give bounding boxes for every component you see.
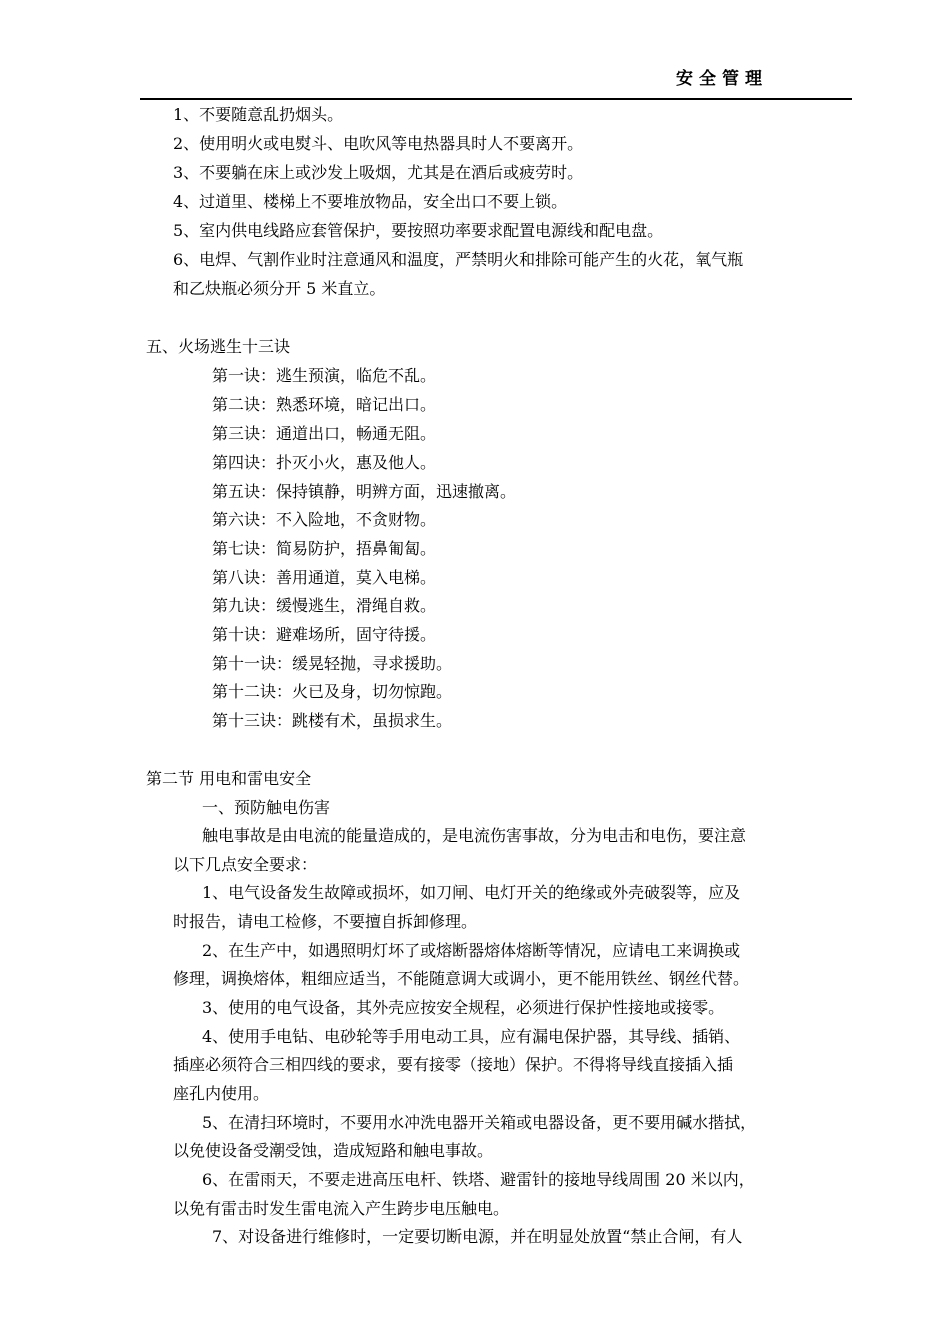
section-title: 第二节 用电和雷电安全 [146, 769, 312, 788]
list-item: 7、对设备进行维修时，一定要切断电源，并在明显处放置“禁止合闸，有人 [212, 1227, 743, 1246]
list-item: 4、使用手电钻、电砂轮等手用电动工具，应有漏电保护器，其导线、插销、 [202, 1027, 741, 1046]
list-item: 1、不要随意乱扔烟头。 [173, 105, 344, 124]
paragraph-line: 触电事故是由电流的能量造成的，是电流伤害事故，分为电击和电伤，要注意 [202, 826, 747, 845]
list-item: 5、在清扫环境时，不要用水冲洗电器开关箱或电器设备，更不要用碱水揩拭， [202, 1113, 757, 1132]
list-item: 第十二诀：火已及身，切勿惊跑。 [212, 682, 453, 701]
list-item-continuation: 修理，调换熔体，粗细应适当，不能随意调大或调小，更不能用铁丝、钢丝代替。 [173, 969, 750, 988]
list-item-continuation: 座孔内使用。 [173, 1084, 270, 1103]
list-item: 第四诀：扑灭小火，惠及他人。 [212, 453, 437, 472]
list-item: 3、使用的电气设备，其外壳应按安全规程，必须进行保护性接地或接零。 [202, 998, 725, 1017]
list-item: 第二诀：熟悉环境，暗记出口。 [212, 395, 437, 414]
list-item: 第一诀：逃生预演，临危不乱。 [212, 366, 437, 385]
header-title: 安全管理 [676, 69, 768, 89]
list-item: 2、在生产中，如遇照明灯坏了或熔断器熔体熔断等情况，应请电工来调换或 [202, 941, 741, 960]
list-item: 5、室内供电线路应套管保护，要按照功率要求配置电源线和配电盘。 [173, 221, 664, 240]
list-item-continuation: 以免有雷击时发生雷电流入产生跨步电压触电。 [173, 1199, 510, 1218]
list-item: 第七诀：简易防护，捂鼻匍匐。 [212, 539, 437, 558]
list-item: 第五诀：保持镇静，明辨方面，迅速撤离。 [212, 482, 517, 501]
list-item: 3、不要躺在床上或沙发上吸烟，尤其是在酒后或疲劳时。 [173, 163, 584, 182]
list-item: 第六诀：不入险地，不贪财物。 [212, 510, 437, 529]
list-item: 4、过道里、楼梯上不要堆放物品，安全出口不要上锁。 [173, 192, 568, 211]
list-item: 第十诀：避难场所，固守待援。 [212, 625, 437, 644]
subheading: 一、预防触电伤害 [202, 798, 331, 817]
list-item-continuation: 和乙炔瓶必须分开 5 米直立。 [173, 279, 386, 298]
list-item: 第八诀：善用通道，莫入电梯。 [212, 568, 437, 587]
list-item: 2、使用明火或电熨斗、电吹风等电热器具时人不要离开。 [173, 134, 584, 153]
list-item-continuation: 以免使设备受潮受蚀，造成短路和触电事故。 [173, 1141, 494, 1160]
list-item: 6、电焊、气割作业时注意通风和温度，严禁明火和排除可能产生的火花，氧气瓶 [173, 250, 744, 269]
list-item-continuation: 时报告，请电工检修，不要擅自拆卸修理。 [173, 912, 478, 931]
list-item: 第十一诀：缓晃轻抛，寻求援助。 [212, 654, 453, 673]
list-item: 1、电气设备发生故障或损坏，如刀闸、电灯开关的绝缘或外壳破裂等，应及 [202, 883, 741, 902]
list-item: 第九诀：缓慢逃生，滑绳自救。 [212, 596, 437, 615]
list-item-continuation: 插座必须符合三相四线的要求，要有接零（接地）保护。不得将导线直接插入插 [173, 1055, 734, 1074]
list-item: 第十三诀：跳楼有术，虽损求生。 [212, 711, 453, 730]
paragraph-line: 以下几点安全要求： [173, 855, 318, 874]
header-divider [140, 98, 852, 100]
list-item: 第三诀：通道出口，畅通无阻。 [212, 424, 437, 443]
list-item: 6、在雷雨天，不要走进高压电杆、铁塔、避雷针的接地导线周围 20 米以内， [202, 1170, 755, 1189]
section-heading: 五、火场逃生十三诀 [146, 337, 291, 356]
